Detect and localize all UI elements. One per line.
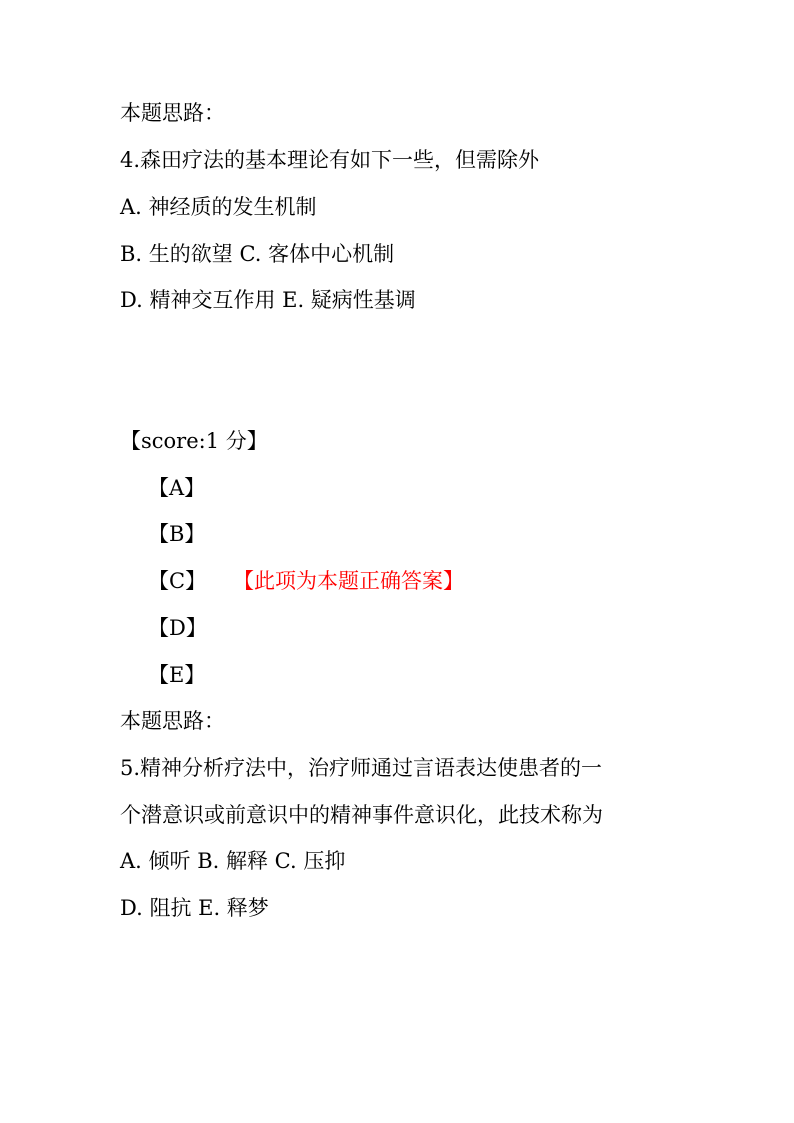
question-4-options-bc: B. 生的欲望 C. 客体中心机制	[120, 242, 395, 266]
correct-answer-mark: 【此项为本题正确答案】	[233, 569, 464, 593]
thinking-label-prev: 本题思路：	[120, 101, 225, 125]
question-5-text-line2: 个潜意识或前意识中的精神事件意识化，此技术称为	[120, 803, 603, 827]
answer-option-b: 【B】	[148, 522, 206, 546]
question-4-options-de: D. 精神交互作用 E. 疑病性基调	[120, 288, 416, 312]
question-5-options-abc: A. 倾听 B. 解释 C. 压抑	[120, 849, 346, 873]
question-5-options-de: D. 阻抗 E. 释梦	[120, 896, 269, 920]
answer-option-e: 【E】	[148, 663, 206, 687]
question-4-text: 4.森田疗法的基本理论有如下一些，但需除外	[120, 148, 540, 172]
question-4-option-a: A. 神经质的发生机制	[120, 195, 317, 219]
answer-option-c: 【C】	[148, 569, 207, 593]
score-label: 【score:1 分】	[120, 429, 268, 453]
answer-option-d: 【D】	[148, 616, 207, 640]
thinking-label: 本题思路：	[120, 709, 225, 733]
question-5-text-line1: 5.精神分析疗法中，治疗师通过言语表达使患者的一	[120, 756, 603, 780]
answer-option-a: 【A】	[148, 476, 206, 500]
